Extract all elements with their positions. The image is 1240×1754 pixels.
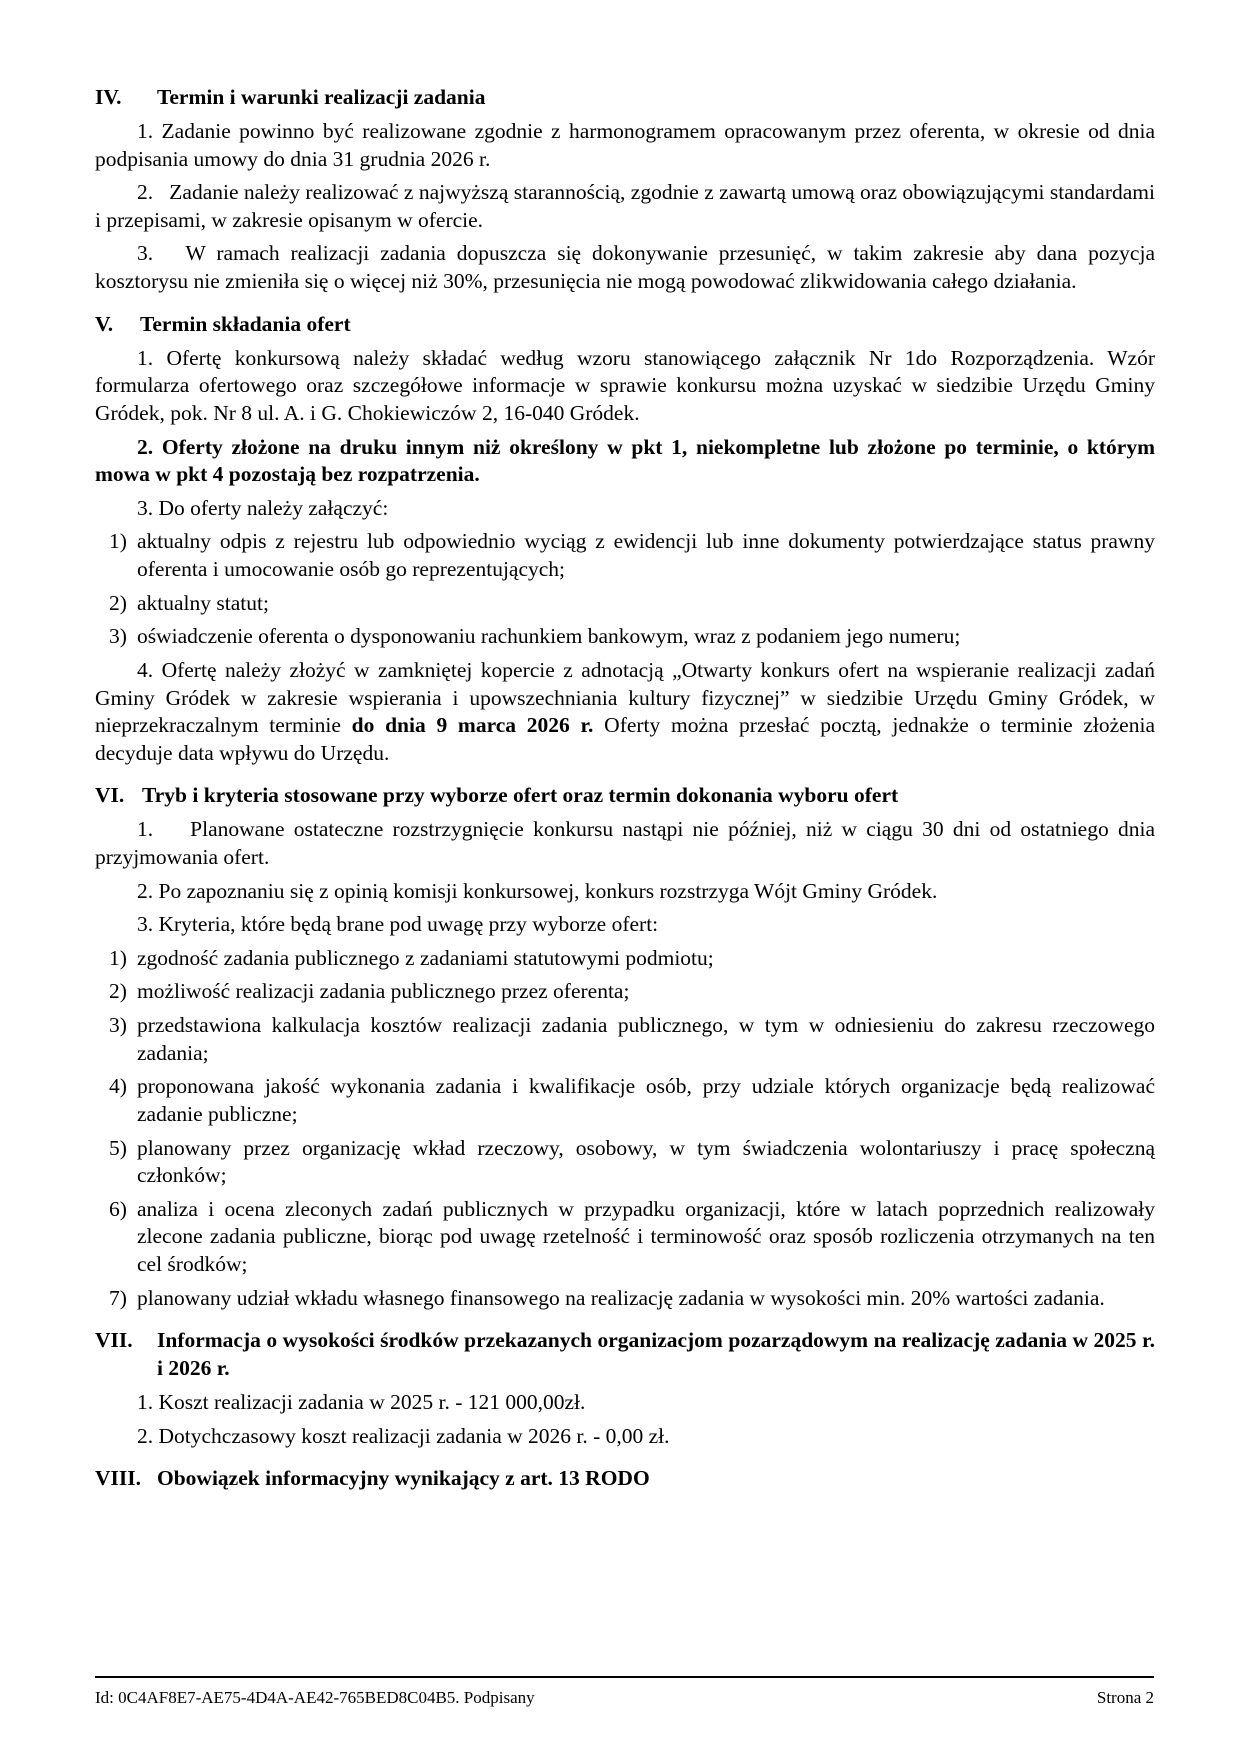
list-item <box>95 978 1155 1006</box>
paragraph-v-3: 3. Do oferty należy załączyć: <box>137 495 389 520</box>
list-marker: 4) <box>109 1074 127 1099</box>
list-item <box>95 945 1155 973</box>
list-text: planowany przez organizację wkład rzeczowy, osobowy, w tym świadczenia wolontariuszy i pracę społeczną członków; <box>137 1135 1155 1188</box>
list-item <box>95 1135 1155 1190</box>
section-numeral-vii: VII. <box>95 1328 133 1353</box>
list-text: zgodność zadania publicznego z zadaniami statutowymi podmiotu; <box>137 945 714 970</box>
spacer <box>95 773 1155 782</box>
list-item <box>95 1196 1155 1279</box>
paragraph-vii-1: 1. Koszt realizacji zadania w 2025 r. - 121 000,00zł. <box>137 1390 586 1415</box>
section-heading-v <box>95 311 1155 339</box>
spacer <box>95 1318 1155 1327</box>
list-item <box>95 590 1155 618</box>
footer-divider <box>95 1676 1154 1678</box>
list-text: przedstawiona kalkulacja kosztów realizacji zadania publicznego, w tym w odniesieniu do zakresu rzeczowego zadania; <box>137 1013 1155 1065</box>
page-number: Strona 2 <box>1096 1687 1154 1707</box>
page-content <box>95 84 1155 1493</box>
paragraph-vii-2: 2. Dotychczasowy koszt realizacji zadania w 2026 r. - 0,00 zł. <box>137 1423 670 1448</box>
list-text: oświadczenie oferenta o dysponowaniu rachunkiem bankowym, wraz z podaniem jego numeru; <box>137 624 961 649</box>
list-text: planowany udział wkładu własnego finansowego na realizację zadania w wysokości min. 20% wartości zadania. <box>137 1285 1105 1310</box>
paragraph-iv-1: 1. Zadanie powinno być realizowane zgodnie z harmonogramem opracowanym przez oferenta, w okresie od dnia podpisania umowy do dnia 31 grudnia 2026 r. <box>95 118 1155 171</box>
list-text: proponowana jakość wykonania zadania i kwalifikacje osób, przy udziale których organizacje będą realizować zadanie publiczne; <box>137 1074 1155 1126</box>
paragraph-vi-3: 3. Kryteria, które będą brane pod uwagę przy wyborze ofert: <box>137 912 659 937</box>
paragraph-vi-1: 1. Planowane ostateczne rozstrzygnięcie konkursu nastąpi nie później, niż w ciągu 30 dni od ostatniego dnia przyjmowania ofert. <box>95 817 1155 869</box>
section-heading-viii <box>95 1465 1155 1493</box>
document-id-text: Id: 0C4AF8E7-AE75-4D4A-AE42-765BED8C04B5. Podpisany <box>95 1687 535 1707</box>
section-numeral-iv: IV. <box>95 85 122 109</box>
list-item <box>95 1012 1155 1067</box>
spacer <box>95 1456 1155 1465</box>
list-marker: 3) <box>109 624 127 649</box>
page-footer <box>95 1676 1154 1708</box>
deadline-date: do dnia 9 marca 2026 r. <box>351 713 594 738</box>
paragraph-v-1: 1. Ofertę konkursową należy składać według wzoru stanowiącego załącznik Nr 1do Rozporządzenia. Wzór formularza ofertowego oraz szczegółowe informacje w sprawie konkursu można uzyskać w siedzibie Urzędu Gminy Gródek, pok. Nr 8 ul. A. i G. Chokiewiczów 2, 16-040 Gródek. <box>95 345 1155 425</box>
paragraph-v-2-bold: 2. Oferty złożone na druku innym niż określony w pkt 1, niekompletne lub złożone po terminie, o którym mowa w pkt 4 pozostają bez rozpatrzenia. <box>95 434 1155 487</box>
list-marker: 2) <box>109 590 127 615</box>
section-heading-vi <box>95 782 1155 810</box>
list-text: aktualny odpis z rejestru lub odpowiednio wyciąg z ewidencji lub inne dokumenty potwierdzające status prawny oferenta i umocowanie osób go reprezentujących; <box>137 529 1155 581</box>
paragraph-iv-3: 3. W ramach realizacji zadania dopuszcza się dokonywanie przesunięć, w takim zakresie aby dana pozycja kosztorysu nie zmieniła się o więcej niż 30%, przesunięcia nie mogą powodować zlikwidowania całego działania. <box>95 241 1155 294</box>
list-marker: 1) <box>109 529 127 554</box>
list-marker: 7) <box>109 1285 127 1310</box>
section-numeral-v: V. <box>95 311 114 336</box>
list-marker: 5) <box>109 1135 127 1160</box>
list-item <box>95 623 1155 651</box>
section-title-viii: Obowiązek informacyjny wynikający z art. 13 RODO <box>157 1466 650 1491</box>
list-text: możliwość realizacji zadania publicznego przez oferenta; <box>137 979 630 1004</box>
paragraph-iv-2: 2. Zadanie należy realizować z najwyższą starannością, zgodnie z zawartą umową oraz obowiązującymi standardami i przepisami, w zakresie opisanym w ofercie. <box>95 180 1155 232</box>
list-marker: 3) <box>109 1013 127 1038</box>
section-title-iv: Termin i warunki realizacji zadania <box>157 85 486 109</box>
paragraph-vi-2: 2. Po zapoznaniu się z opinią komisji konkursowej, konkurs rozstrzyga Wójt Gminy Gródek. <box>137 878 938 903</box>
paragraph-v-4-part-b: Oferty można przesłać pocztą, jednakże o terminie złożenia decyduje data wpływu do Urzędu. <box>95 713 1155 765</box>
spacer <box>95 302 1155 311</box>
list-marker: 1) <box>109 945 127 970</box>
paragraph-v-4-part-a: 4. Ofertę należy złożyć w zamkniętej kopercie z adnotacją „Otwarty konkurs ofert na wspieranie realizacji zadań Gminy Gródek w zakresie wspierania i upowszechniania kultury fizycznej” w siedzibie Urzędu Gminy Gródek, w nieprzekraczalnym terminie <box>95 657 1155 738</box>
section-numeral-viii: VIII. <box>95 1466 142 1491</box>
section-title-vii: Informacja o wysokości środków przekazanych organizacjom pozarządowym na realizację zadania w 2025 r. i 2026 r. <box>157 1328 1155 1381</box>
section-heading-vii <box>95 1327 1155 1383</box>
list-text: aktualny statut; <box>137 590 269 615</box>
paragraph-v-4 <box>95 657 1155 768</box>
list-item <box>95 528 1155 583</box>
section-heading-iv <box>95 84 1155 112</box>
footer-row <box>95 1688 1154 1708</box>
list-marker: 2) <box>109 979 127 1004</box>
section-title-v: Termin składania ofert <box>140 311 351 336</box>
list-marker: 6) <box>109 1196 127 1221</box>
list-text: analiza i ocena zleconych zadań publicznych w przypadku organizacji, które w latach poprzednich realizowały zlecone zadania publiczne, biorąc pod uwagę rzetelność i terminowość oraz sposób rozliczenia otrzymanych na ten cel środków; <box>137 1196 1155 1277</box>
section-title-vi: Tryb i kryteria stosowane przy wyborze ofert oraz termin dokonania wyboru ofert <box>142 783 899 808</box>
section-numeral-vi: VI. <box>95 783 125 808</box>
list-item <box>95 1073 1155 1128</box>
list-item <box>95 1285 1155 1313</box>
